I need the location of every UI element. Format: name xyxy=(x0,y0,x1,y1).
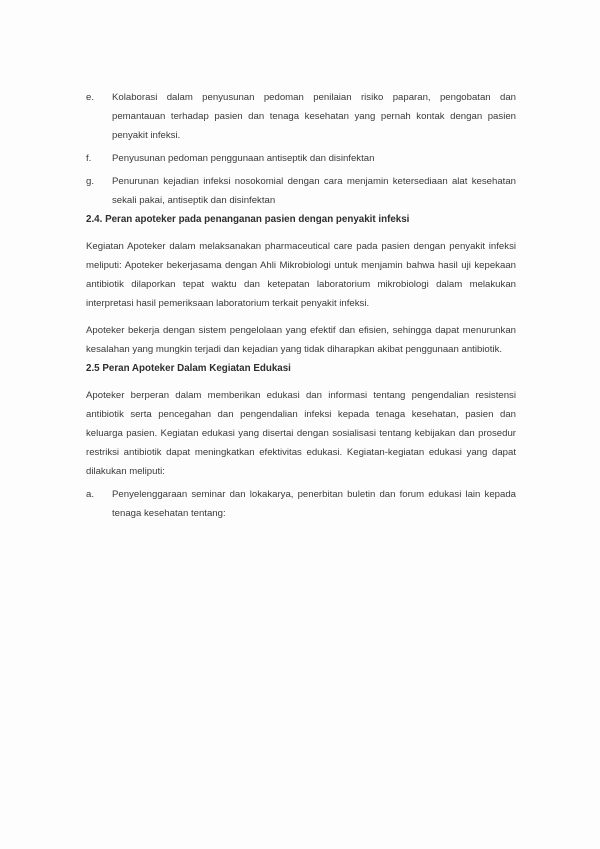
list-item-f xyxy=(86,149,516,168)
paragraph: Apoteker bekerja dengan sistem pengelolaan yang efektif dan efisien, sehingga dapat menurunkan kesalahan yang mungkin terjadi dan kejadian yang tidak diharapkan akibat penggunaan antibiotik. xyxy=(86,325,516,355)
list-item-text: Kolaborasi dalam penyusunan pedoman penilaian risiko paparan, pengobatan dan pemantauan terhadap pasien dan tenaga kesehatan yang pernah kontak dengan pasien penyakit infeksi. xyxy=(112,92,516,141)
list-item-text: Penyusunan pedoman penggunaan antiseptik dan disinfektan xyxy=(112,153,375,164)
list-item-text: Penurunan kejadian infeksi nosokomial dengan cara menjamin ketersediaan alat kesehatan sekali pakai, antiseptik dan disinfektan xyxy=(112,176,516,206)
list-marker: f. xyxy=(86,153,92,164)
list-item-text: Penyelenggaraan seminar dan lokakarya, penerbitan buletin dan forum edukasi lain kepada tenaga kesehatan tentang: xyxy=(112,489,516,519)
paragraph: Kegiatan Apoteker dalam melaksanakan pharmaceutical care pada pasien dengan penyakit infeksi meliputi: Apoteker bekerjasama dengan Ahli Mikrobiologi untuk menjamin bahwa hasil uji kepekaan antibiotik dilaporkan tepat waktu dan ketepatan laboratorium mikrobiologi dalam melakukan interpretasi hasil pemeriksaan laboratorium terkait penyakit infeksi. xyxy=(86,241,516,309)
list-marker: a. xyxy=(86,489,95,500)
list-marker: e. xyxy=(86,92,95,103)
list-item-a xyxy=(86,485,516,523)
document-body xyxy=(86,88,516,523)
list-marker: g. xyxy=(86,176,95,187)
paragraph: Apoteker berperan dalam memberikan edukasi dan informasi tentang pengendalian resistensi antibiotik serta pencegahan dan pengendalian infeksi kepada tenaga kesehatan, pasien dan keluarga pasien. Kegiatan edukasi yang disertai dengan sosialisasi tentang kebijakan dan prosedur restriksi antibiotik dapat meningkatkan efektivitas edukasi. Kegiatan-kegiatan edukasi yang dapat dilakukan meliputi: xyxy=(86,390,516,477)
section-heading-2-5: 2.5 Peran Apoteker Dalam Kegiatan Edukasi xyxy=(86,363,291,374)
list-item-g xyxy=(86,172,516,210)
section-heading-2-4: 2.4. Peran apoteker pada penanganan pasien dengan penyakit infeksi xyxy=(86,214,410,225)
list-item-e xyxy=(86,88,516,145)
